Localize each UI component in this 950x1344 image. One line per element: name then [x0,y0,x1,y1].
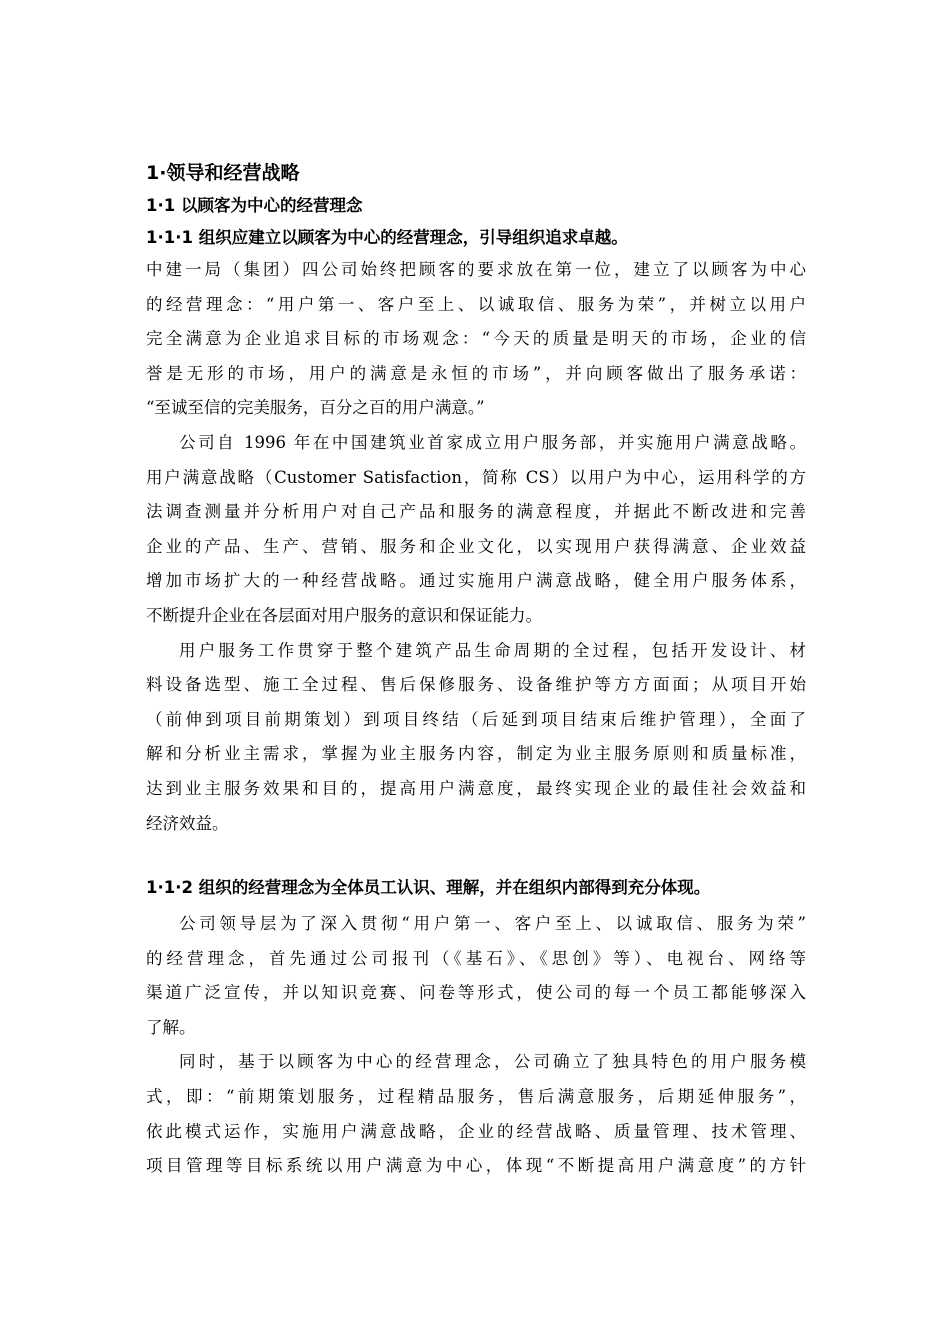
paragraph-2 [146,426,806,634]
paragraph-3-line: 经济效益。 [146,813,229,833]
paragraph-4-line: 了解。 [146,1017,196,1037]
paragraph-5-line: 同时，基于以顾客为中心的经营理念，公司确立了独具特色的用户服务模 [179,1052,806,1072]
section-heading-1-1-2: 1·1·2 组织的经营理念为全体员工认识、理解，并在组织内部得到充分体现。 [146,878,711,898]
paragraph-1-line: “至诚至信的完美服务，百分之百的用户满意。” [146,398,485,418]
section-heading-1-1: 1·1 以顾客为中心的经营理念 [146,196,363,215]
paragraph-4-line: 的经营理念，首先通过公司报刊（《基石》、《思创》等）、电视台、网络等 [146,948,806,968]
paragraph-3-line: 达到业主服务效果和目的，提高用户满意度，最终实现企业的最佳社会效益和 [146,778,806,798]
paragraph-5-line: 项目管理等目标系统以用户满意为中心，体现“不断提高用户满意度”的方针 [146,1156,806,1176]
paragraph-2-line: 法调查测量并分析用户对自己产品和服务的满意程度，并据此不断改进和完善 [146,502,806,522]
paragraph-1-line: 誉是无形的市场，用户的满意是永恒的市场”，并向顾客做出了服务承诺： [146,363,806,383]
paragraph-2-line: 公司自 1996 年在中国建筑业首家成立用户服务部，并实施用户满意战略。 [179,432,806,452]
paragraph-3 [146,634,806,842]
document-page [146,158,806,1184]
paragraph-3-line: （前伸到项目前期策划）到项目终结（后延到项目结束后维护管理），全面了 [146,709,806,729]
paragraph-4 [146,907,806,1045]
paragraph-1-line: 的经营理念：“用户第一、客户至上、以诚取信、服务为荣”，并树立以用户 [146,294,806,314]
paragraph-2-line: 不断提升企业在各层面对用户服务的意识和保证能力。 [146,605,542,625]
paragraph-5-line: 式，即：“前期策划服务，过程精品服务，售后满意服务，后期延伸服务”， [146,1087,806,1107]
paragraph-4-line: 公司领导层为了深入贯彻“用户第一、客户至上、以诚取信、服务为荣” [179,914,806,934]
paragraph-1-line: 中建一局（集团）四公司始终把顾客的要求放在第一位，建立了以顾客为中心 [146,260,806,279]
paragraph-1 [146,253,806,426]
section-heading-1: 1·领导和经营战略 [146,162,300,184]
paragraph-3-line: 解和分析业主需求，掌握为业主服务内容，制定为业主服务原则和质量标准， [146,744,806,764]
paragraph-4-line: 渠道广泛宣传，并以知识竞赛、问卷等形式，使公司的每一个员工都能够深入 [146,983,806,1003]
section-heading-1-1-1: 1·1·1 组织应建立以顾客为中心的经营理念，引导组织追求卓越。 [146,228,628,247]
paragraph-2-line: 用户满意战略（Customer Satisfaction，简称 CS）以用户为中心，运用科学的方 [146,467,806,487]
paragraph-5-line: 依此模式运作，实施用户满意战略，企业的经营战略、质量管理、技术管理、 [146,1121,806,1141]
paragraph-1-line: 完全满意为企业追求目标的市场观念：“今天的质量是明天的市场，企业的信 [146,329,806,349]
paragraph-2-line: 企业的产品、生产、营销、服务和企业文化，以实现用户获得满意、企业效益 [146,536,806,556]
paragraph-3-line: 料设备选型、施工全过程、售后保修服务、设备维护等方方面面；从项目开始 [146,675,806,695]
paragraph-5 [146,1045,806,1183]
paragraph-2-line: 增加市场扩大的一种经营战略。通过实施用户满意战略，健全用户服务体系， [146,571,806,591]
paragraph-3-line: 用户服务工作贯穿于整个建筑产品生命周期的全过程，包括开发设计、材 [179,640,806,660]
